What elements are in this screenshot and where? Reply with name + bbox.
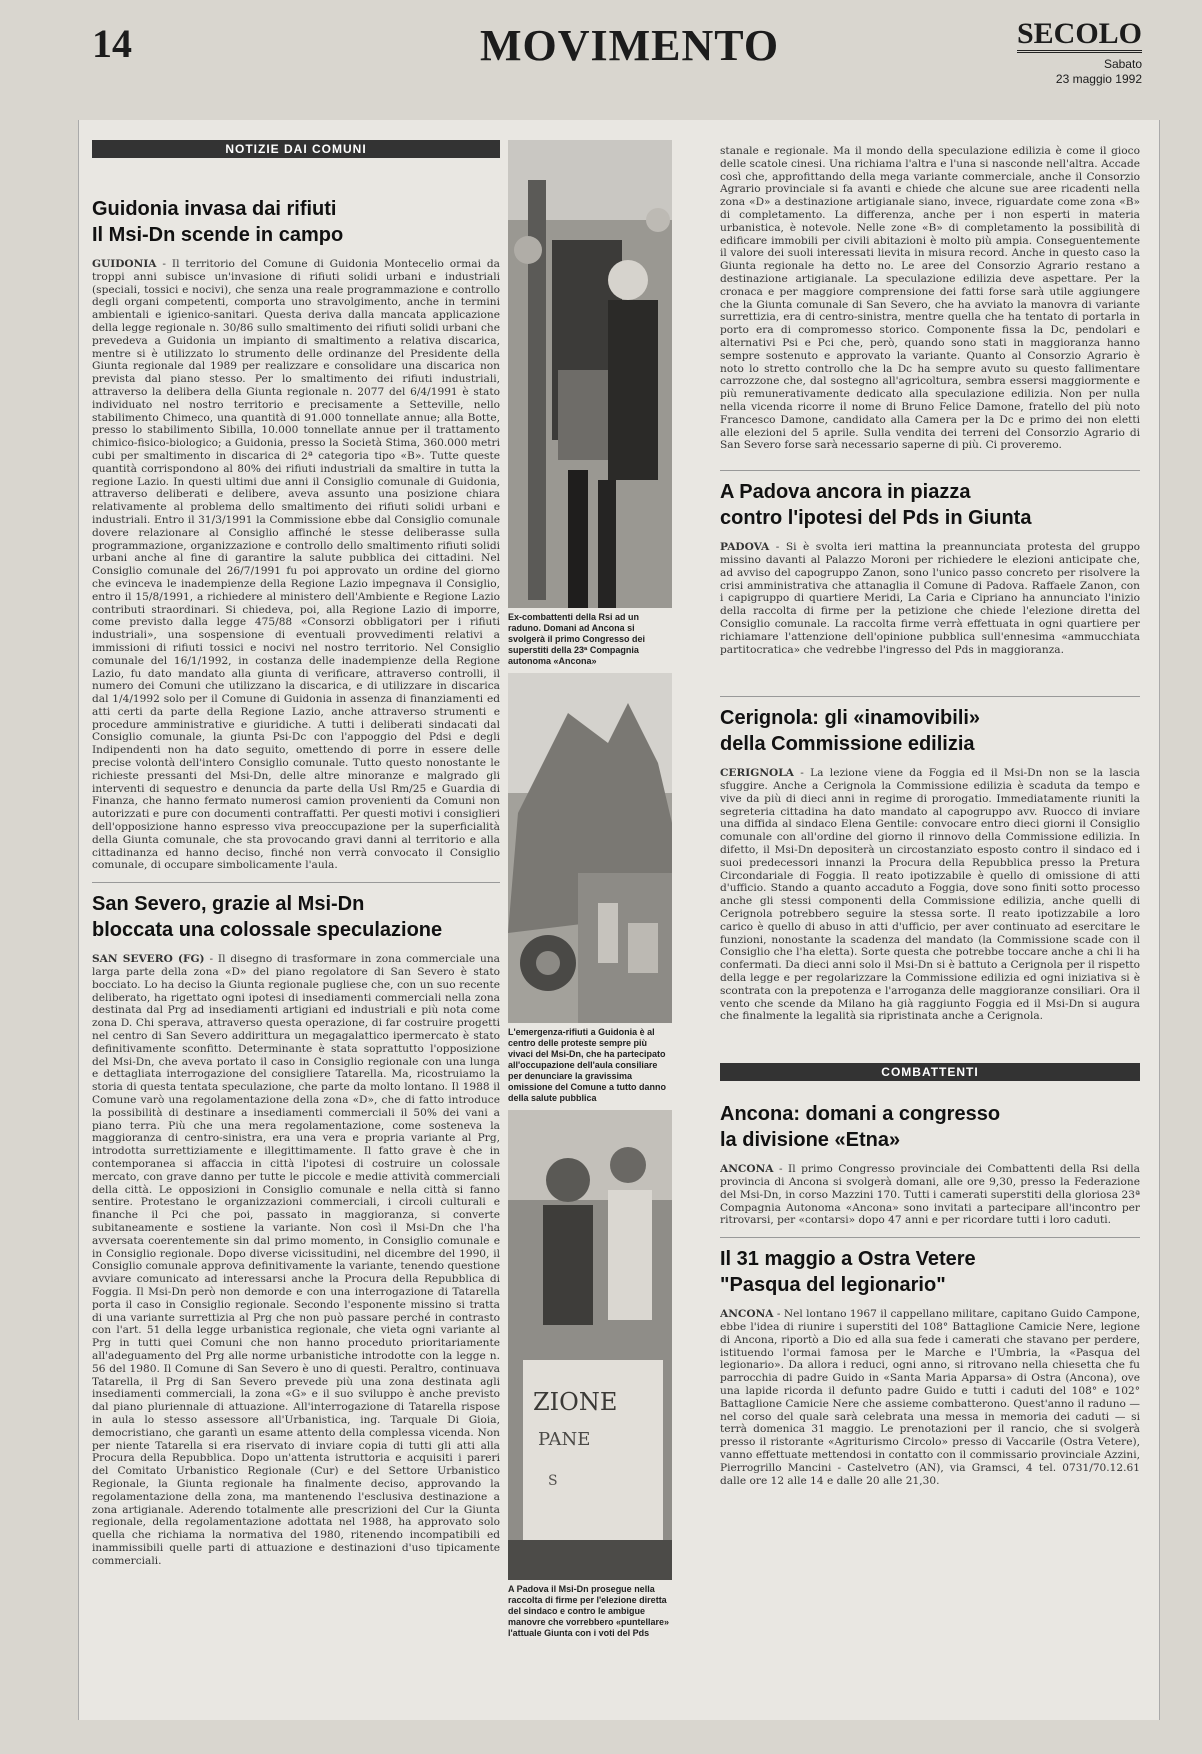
body-text: - La lezione viene da Foggia ed il Msi-Dn non se la lascia sfuggire. Anche a Cerignola la Commissione edilizia è scaduta da tempo e vive da più di dieci anni in regime di prorogatio. Immediatamente riuniti la segreteria cittadina ha dato mandato al capogruppo avv. Ruocco di inviare una diffida al sindaco Elena Gentile: convocare entro dieci giorni il Consiglio comunale con all'ordine del giorno il rinnovo della Commissione edilizia. In difetto, il Msi-Dn depositerà un circostanziato esposto contro il sindaco ed i suoi predecessori innanzi la Procura della Repubblica presso la Pretura Circondariale di Foggia. Il reato ipotizzabile è quello di omissione di atti d'ufficio. Stando a quanto accaduto a Foggia, dove sono finiti sotto processo anche gli stessi componenti della Commissione edilizia, anche quelli di Cerignola potrebbero seguire la stessa sorte. Il reato ipotizzabile a loro carico è quello di abuso in atti d'ufficio, per aver continuato ad esercitare le funzioni, nonostante la scadenza del mandato (la Commissione scade con il Consiglio che l'ha eletta). Sorte questa che potrebbe toccare anche a chi li ha confermati. Da dieci anni solo il Msi-Dn si è battuto a Cerignola per il rispetto della legge e per regolarizzare la Commissione edilizia ed ogni iniziativa si è scontrata con la prepotenza e l'arroganza delle maggioranze consiliari. Ora il vento che scende da Milano ha già raggiunto Foggia ed il Msi-Dn si augura che finalmente la legalità sia ripristinata anche a Cerignola. bbox=[720, 767, 1140, 1023]
headline-line-2: della Commissione edilizia bbox=[720, 733, 975, 756]
dateline: SAN SEVERO (FG) bbox=[92, 953, 205, 966]
body-text: - Il territorio del Comune di Guidonia Montecelio ormai da troppi anni subisce un'invasione di rifiuti solidi urbani e industriali (speciali, tossici e nocivi), che senza una reale programmazione e controllo degli organi competenti, comporta uno stravolgimento, anche in termini ambientali e igienico-sanitari. Questa deriva dalla mancata applicazione della legge regionale n. 30/86 sullo smaltimento dei rifiuti solidi urbani che prevedeva a Guidonia un impianto di smaltimento a relativa discarica, mentre si è utilizzato lo strumento delle ordinanze del Presidente della Giunta regionale dal 1989 per realizzare e consolidare una discarica non prevista dal piano stesso. Per lo smaltimento dei rifiuti industriali, attraverso la delibera della Giunta regionale n. 2077 del 6/4/1991 è stato individuato nel nostro territorio e precisamente a Setteville, nello stabilimento Chimeco, una quantità di 91.000 tonnellate annue; alla Botte, presso lo stabilimento Sibilla, 10.000 tonnellate annue per il trattamento chimico-fisico-biologico; a Guidonia, presso la Società Stima, 360.000 metri cubi per smaltimento in discarica di 2ª categoria tipo «B». Tutte queste quantità corrispondono al 80% dei rifiuti industriali da smaltire in tutta la regione Lazio. In questi ultimi due anni il Consiglio comunale di Guidonia, attraverso deliberati e delibere, aveva assunto una posizione chiara relativamente al problema dello smaltimento dei rifiuti solidi urbani e industriali. Entro il 31/3/1991 la Commissione ebbe dal Consiglio comunale dovere relazionare al Consiglio affinché le stesse deliberasse sulla programmazione, organizzazione e controllo dello smaltimento rifiuti solidi urbani anche al fine di garantire la salute pubblica dei cittadini. Nel Consiglio comunale del 26/7/1991 fu poi approvato un ordine del giorno che evinceva le inadempienze della Regione Lazio impegnava il Consiglio, entro il 15/8/1991, a richiedere al ministero dell'Ambiente e Regione Lazio contributi straordinari. Si chiedeva, poi, alla Regione Lazio di imporre, come previsto dalla legge 475/88 «Consorzi obbligatori per i rifiuti industriali», una sospensione di eventuali provvedimenti relativi a immissioni di rifiuti tossici e nocivi nel nostro territorio. Nel Consiglio comunale del 16/1/1992, in costanza delle inadempienze della Regione Lazio, fu dato mandato alla giunta di verificare, attraverso controlli, il numero dei Comuni che utilizzano la discarica, e di utilizzare in discarica dal 1/4/1992 solo per il Comune di Guidonia in assenza di finanziamenti ed atti certi da parte della Regione Lazio, anche attraverso strumenti e procedure amministrative e giuridiche. A tutti i deliberati sindacati dal Consiglio comunale, la giunta Psi-Dc con l'appoggio del Pdsi e degli Indipendenti non ha dato seguito, omettendo di porre in essere delle precise volontà dell'intero Consiglio comunale. Tutto questo nonostante le richieste pressanti del Msi-Dn, delle altre minoranze e malgrado gli interventi di sequestro e denuncia da parte della Usl Rm/25 e Guardia di Finanza, che hanno fermato numerosi camion provenienti da Comuni non autorizzati e pure con documenti contraffatti. Per questi motivi i consiglieri dell'opposizione hanno espresso viva preoccupazione per la superficialità della Giunta comunale, che sta provocando gravi danni al territorio e alla cittadinanza ed hanno deciso, finché non verrà convocato il Consiglio comunale, di occupare simbolicamente l'aula. bbox=[92, 258, 500, 872]
headline-line-1: A Padova ancora in piazza bbox=[720, 481, 971, 504]
dateline: CERIGNOLA bbox=[720, 767, 794, 780]
article-padova bbox=[720, 479, 1140, 656]
page-number: 14 bbox=[92, 21, 132, 66]
photo-veterans bbox=[508, 140, 672, 673]
body-text: - Il primo Congresso provinciale dei Combattenti della Rsi della provincia di Ancona si svolgerà domani, alle ore 9,30, presso la Federazione del Msi-Dn, in corso Mazzini 170. Tutti i camerati superstiti della gloriosa 23ª Compagnia Autonoma «Ancona» sono invitati a partecipare all'incontro per ritrovarsi, per «contarsi» dopo 47 anni e per ricordare tutti i loro caduti. bbox=[720, 1163, 1140, 1227]
article-padova-body bbox=[720, 541, 1140, 656]
article-sansevero-continued: stanale e regionale. Ma il mondo della speculazione edilizia è come il gioco delle scatole cinesi. Una richiama l'altra e l'una si nasconde nell'altra. Accade così che, approfittando della mega variante commerciale, anche il Consorzio Agrario provinciale si fa avanti e chiede che alcune sue aree ricadenti nella zona «D» a destinazione artigianale siano, invece, riguardate come zona «B» di completamento. La differenza, anche per i non esperti in materia urbanistica, è notevole. Nelle zone «B» di completamento la possibilità di edificare immobili per civili abitazioni è molto più ampia. Conseguentemente il valore dei suoli interessati lievita in misura record. Anche in questo caso la Giunta regionale ha detto no. Le aree del Consorzio Agrario restano a destinazione artigianale. La speculazione edilizia deve aspettare. Per la cronaca e per maggiore comprensione dei fatti forse sarà utile aggiungere che la Giunta comunale di San Severo, che ha avviato la manovra di variante surrettizia, era di centro-sinistra, mentre quella che ha tentato di portarla in porto era di compromesso storico. Componente fissa la Dc, pendolari e alternativi Psi e Pci che, però, quando sono stati in maggioranza hanno sempre sostenuto e approvato la variante. Quanto al Consorzio Agrario è noto lo stretto controllo che la Dc ha sempre avuto su questo fallimentare carrozzone che, dal sostegno all'agricoltura, sembra essersi maggiormente e più remunerativamente dedicato alla speculazione edilizia. Non per nulla nella vicenda ricorre il nome di Bruno Felice Damone, fratello del più noto Francesco Damone, candidato alla Camera per la Dc e primo dei non eletti alle elezioni del 5 aprile. Sulla vendita dei terreni del Consorzio Agrario di San Severo forse sarà necessario saperne di più. Ci proveremo. bbox=[720, 145, 1140, 452]
article-cerignola bbox=[720, 705, 1140, 1023]
caption-padova: A Padova il Msi-Dn prosegue nella raccolta di firme per l'elezione diretta del sindaco e contro le ambigue manovre che vorrebbero «puntellare» l'attuale Giunta con i voti del Pds bbox=[508, 1584, 670, 1638]
svg-text:PANE: PANE bbox=[538, 1429, 591, 1450]
headline-line-2: Il Msi-Dn scende in campo bbox=[92, 224, 344, 246]
masthead-logo: SECOLO bbox=[1017, 18, 1142, 53]
headline-line-1: Guidonia invasa dai rifiuti bbox=[92, 198, 337, 220]
caption-veterans: Ex-combattenti della Rsi ad un raduno. Domani ad Ancona si svolgerà il primo Congresso dei superstiti della 23ª Compagnia autonoma «Ancona» bbox=[508, 612, 646, 666]
article-ancona bbox=[720, 1101, 1140, 1227]
headline-line-2: bloccata una colossale speculazione bbox=[92, 919, 443, 942]
svg-text:S: S bbox=[548, 1473, 558, 1489]
section-bar-comuni: NOTIZIE DAI COMUNI bbox=[92, 140, 500, 158]
body-text: - Nel lontano 1967 il cappellano militare, capitano Guido Campone, ebbe l'idea di riunire i superstiti del 108° Battaglione Camicie Nere, legione di Ancona, riportò a Dio ed alla sua fede i camerati che stavano per perdere, istituendo l'ormai famosa per le Marche e l'Umbria, la «Pasqua del legionario». Da allora i reduci, ogni anno, si ritrovano nella chiesetta che fu parrocchia di padre Guido in «Santa Maria Apparsa» di Ostra (Ancona), ove una lapide ricorda il defunto padre Guido e tutti i caduti del 108° e 102° Battaglione Camicie Nere che assieme combatterono. Quest'anno il raduno — nel corso del quale sarà celebrata una messa in memoria dei caduti — si terrà domenica 31 maggio. Le prenotazioni per il rancio, che si svolgerà presso il ristorante «Agriturismo Circolo» presso di Vaccarile (Ostra Vetere), vanno effettuate mettendosi in contatto con il commissario provinciale Azzini, Pierrogrillo Mancini - Castelvetro (AN), via Gramsci, 4 tel. 0731/70.12.61 dalle ore 12 alle 14 e dalle 20 alle 21,30. bbox=[720, 1308, 1140, 1487]
column-left bbox=[92, 140, 500, 1605]
headline-line-2: "Pasqua del legionario" bbox=[720, 1274, 946, 1297]
body-text: - Il disegno di trasformare in zona commerciale una larga parte della zona «D» del piano regolatore di San Severo è stato bocciato. Lo ha deciso la Giunta regionale pugliese che, con un suo recente deliberato, ha rigettato ogni ipotesi di insediamenti commerciali nella zona destinata dal Prg ad insediamenti artigiani ed industriali e più nota come zona D. Chi sperava, attraverso questa operazione, di far costruire progetti nel centro di San Severo addirittura un megagalattico ipermercato è stato definitivamente sconfitto. Determinante è stata soprattutto l'opposizione del Msi-Dn, che aveva portato il caso in Consiglio regionale con una lunga e dettagliata interrogazione del consigliere Tatarella. Ma, ricostruiamo la storia di questa tentata speculazione, che parte da molto lontano. Il 1988 il Comune varò una regolamentazione della zona «D», che di fatto introduce la possibilità di destinare a insediamenti commerciali il 50% dei vani a piano terra. Più che una mera regolamentazione, come sosteneva la maggioranza di centro-sinistra, era una vera e propria variante al Prg, introdotta surrettiziamente e illegittimamente. Il fatto grave è che in contemporanea si affaccia in città l'ipotesi di costruire un colossale mercato, con grave danno per tutte le piccole e medie attività commerciali della città. Le opposizioni in Consiglio comunale e nella città si fanno sentire. Protestano le organizzazioni commerciali, i circoli culturali e finanche il Pci che poi, passato in maggioranza, si converte subitaneamente e sostiene la variante. Non così il Msi-Dn che l'ha avversata coerentemente sin dal primo momento, in Consiglio comunale e in Consiglio regionale. Dopo diverse vicissitudini, nel dicembre del 1990, il Consiglio comunale approva definitivamente la variante, tenendo questione avviare comunicato ad interessarsi anche la Procura della Repubblica di Foggia. Il Msi-Dn però non demorde e con una interrogazione di Tatarella porta il caso in Consiglio regionale. Secondo l'esponente missino si tratta di una variante surrettizia al Prg che non può passare perché in contrasto con l'art. 51 della legge urbanistica regionale, che vieta ogni variante al Prg in tutti quei Comuni che non hanno proceduto prioritariamente all'adeguamento del Prg alle norme urbanistiche introdotte con la legge n. 56 del 1980. Il Comune di San Severo è uno di questi. Peraltro, continuava Tatarella, il Prg di San Severo prevede più una zona destinata agli insediamenti commerciali, la zona «G» e il suo sviluppo è anche previsto dal piano pluriennale di attuazione. All'interrogazione di Tatarella rispose in aula lo stesso assessore all'Urbanistica, ing. Tarquale Di Gioia, democristiano, che garantì un esame attento della complessa vicenda. Non per niente Tatarella si era riservato di inviare copia di tutti gli atti alla Procura della Repubblica. Dopo un'attenta istruttoria e acquisiti i pareri del Comitato Urbanistico Regionale (Cur) e del Settore Urbanistico Regionale, la Giunta regionale ha finalmente deciso, approvando la regolamentazione della zona, ma mantenendo l'esclusiva destinazione a zona artigianale. Aderendo totalmente alle prescrizioni del Cur la Giunta regionale, della regolamentazione adottata nel 1988, ha approvato solo quella che richiama la normativa del 1980, ritenendo incompatibili ed inammissibili quelle parti di attuazione e destinazioni d'uso tipicamente commerciali. bbox=[92, 953, 500, 1567]
masthead-day: Sabato bbox=[1103, 56, 1142, 71]
photo-padova-image bbox=[508, 1110, 672, 1580]
headline-line-1: San Severo, grazie al Msi-Dn bbox=[92, 893, 365, 916]
headline-line-1: Il 31 maggio a Ostra Vetere bbox=[720, 1248, 976, 1271]
dateline: ANCONA bbox=[720, 1308, 774, 1321]
section-title: MOVIMENTO bbox=[480, 21, 780, 70]
article-ancona-headline bbox=[720, 1101, 1140, 1153]
section-bar-combattenti: COMBATTENTI bbox=[720, 1063, 1140, 1081]
dateline: GUIDONIA bbox=[92, 258, 157, 270]
dateline: PADOVA bbox=[720, 541, 770, 554]
article-cerignola-headline bbox=[720, 705, 1140, 757]
column-photos bbox=[508, 140, 672, 1640]
divider bbox=[720, 1237, 1140, 1238]
article-ostra bbox=[720, 1246, 1140, 1487]
article-guidonia bbox=[92, 196, 500, 872]
headline-line-1: Cerignola: gli «inamovibili» bbox=[720, 707, 981, 730]
article-padova-headline bbox=[720, 479, 1140, 531]
caption-waste: L'emergenza-rifiuti a Guidonia è al centro delle proteste sempre più vivaci del Msi-Dn, che ha partecipato all'occupazione dell'aula consiliare per denunciare la gravissima omissione del Comune a tutto danno della salute pubblica bbox=[508, 1027, 667, 1103]
dateline: ANCONA bbox=[720, 1163, 774, 1176]
masthead-date-text: 23 maggio 1992 bbox=[1055, 72, 1142, 87]
headline-line-2: la divisione «Etna» bbox=[720, 1129, 901, 1152]
headline-line-1: Ancona: domani a congresso bbox=[720, 1103, 1001, 1126]
divider bbox=[92, 882, 500, 883]
article-guidonia-headline bbox=[92, 196, 500, 248]
article-sansevero-headline bbox=[92, 891, 500, 943]
svg-text:ZIONE: ZIONE bbox=[533, 1388, 618, 1416]
column-right bbox=[720, 145, 1140, 1645]
divider bbox=[720, 470, 1140, 471]
photo-veterans-image bbox=[508, 140, 672, 608]
photo-padova bbox=[508, 1110, 672, 1640]
article-sansevero-body bbox=[92, 953, 500, 1567]
body-text: - Si è svolta ieri mattina la preannunciata protesta del gruppo missino davanti al Palazzo Moroni per richiedere le elezioni anticipate che, ad avviso del capogruppo Zanon, sono l'unico passo concreto per risolvere la crisi amministrativa che attanaglia il Comune di Padova. Raffaele Zanon, con i capigruppo di quartiere Meridi, La Caria e Cipriano ha annunciato l'inizio della raccolta di firme per la petizione che chiede l'elezione diretta del Consiglio comunale. La raccolta firme verrà effettuata in ogni quartiere per richiamare l'attenzione dell'opinione pubblica sull'ennesima «ammucchiata partitocratica» che vedrebbe l'ingresso del Pds in maggioranza. bbox=[720, 541, 1140, 656]
article-cerignola-body bbox=[720, 767, 1140, 1023]
photo-waste bbox=[508, 673, 672, 1110]
article-guidonia-body bbox=[92, 258, 500, 872]
article-sansevero bbox=[92, 891, 500, 1567]
article-ancona-body bbox=[720, 1163, 1140, 1227]
photo-waste-image bbox=[508, 673, 672, 1023]
divider bbox=[720, 696, 1140, 697]
masthead-date bbox=[1017, 57, 1142, 88]
headline-line-2: contro l'ipotesi del Pds in Giunta bbox=[720, 507, 1032, 530]
masthead bbox=[1017, 18, 1142, 88]
article-ostra-body bbox=[720, 1308, 1140, 1487]
article-ostra-headline bbox=[720, 1246, 1140, 1298]
